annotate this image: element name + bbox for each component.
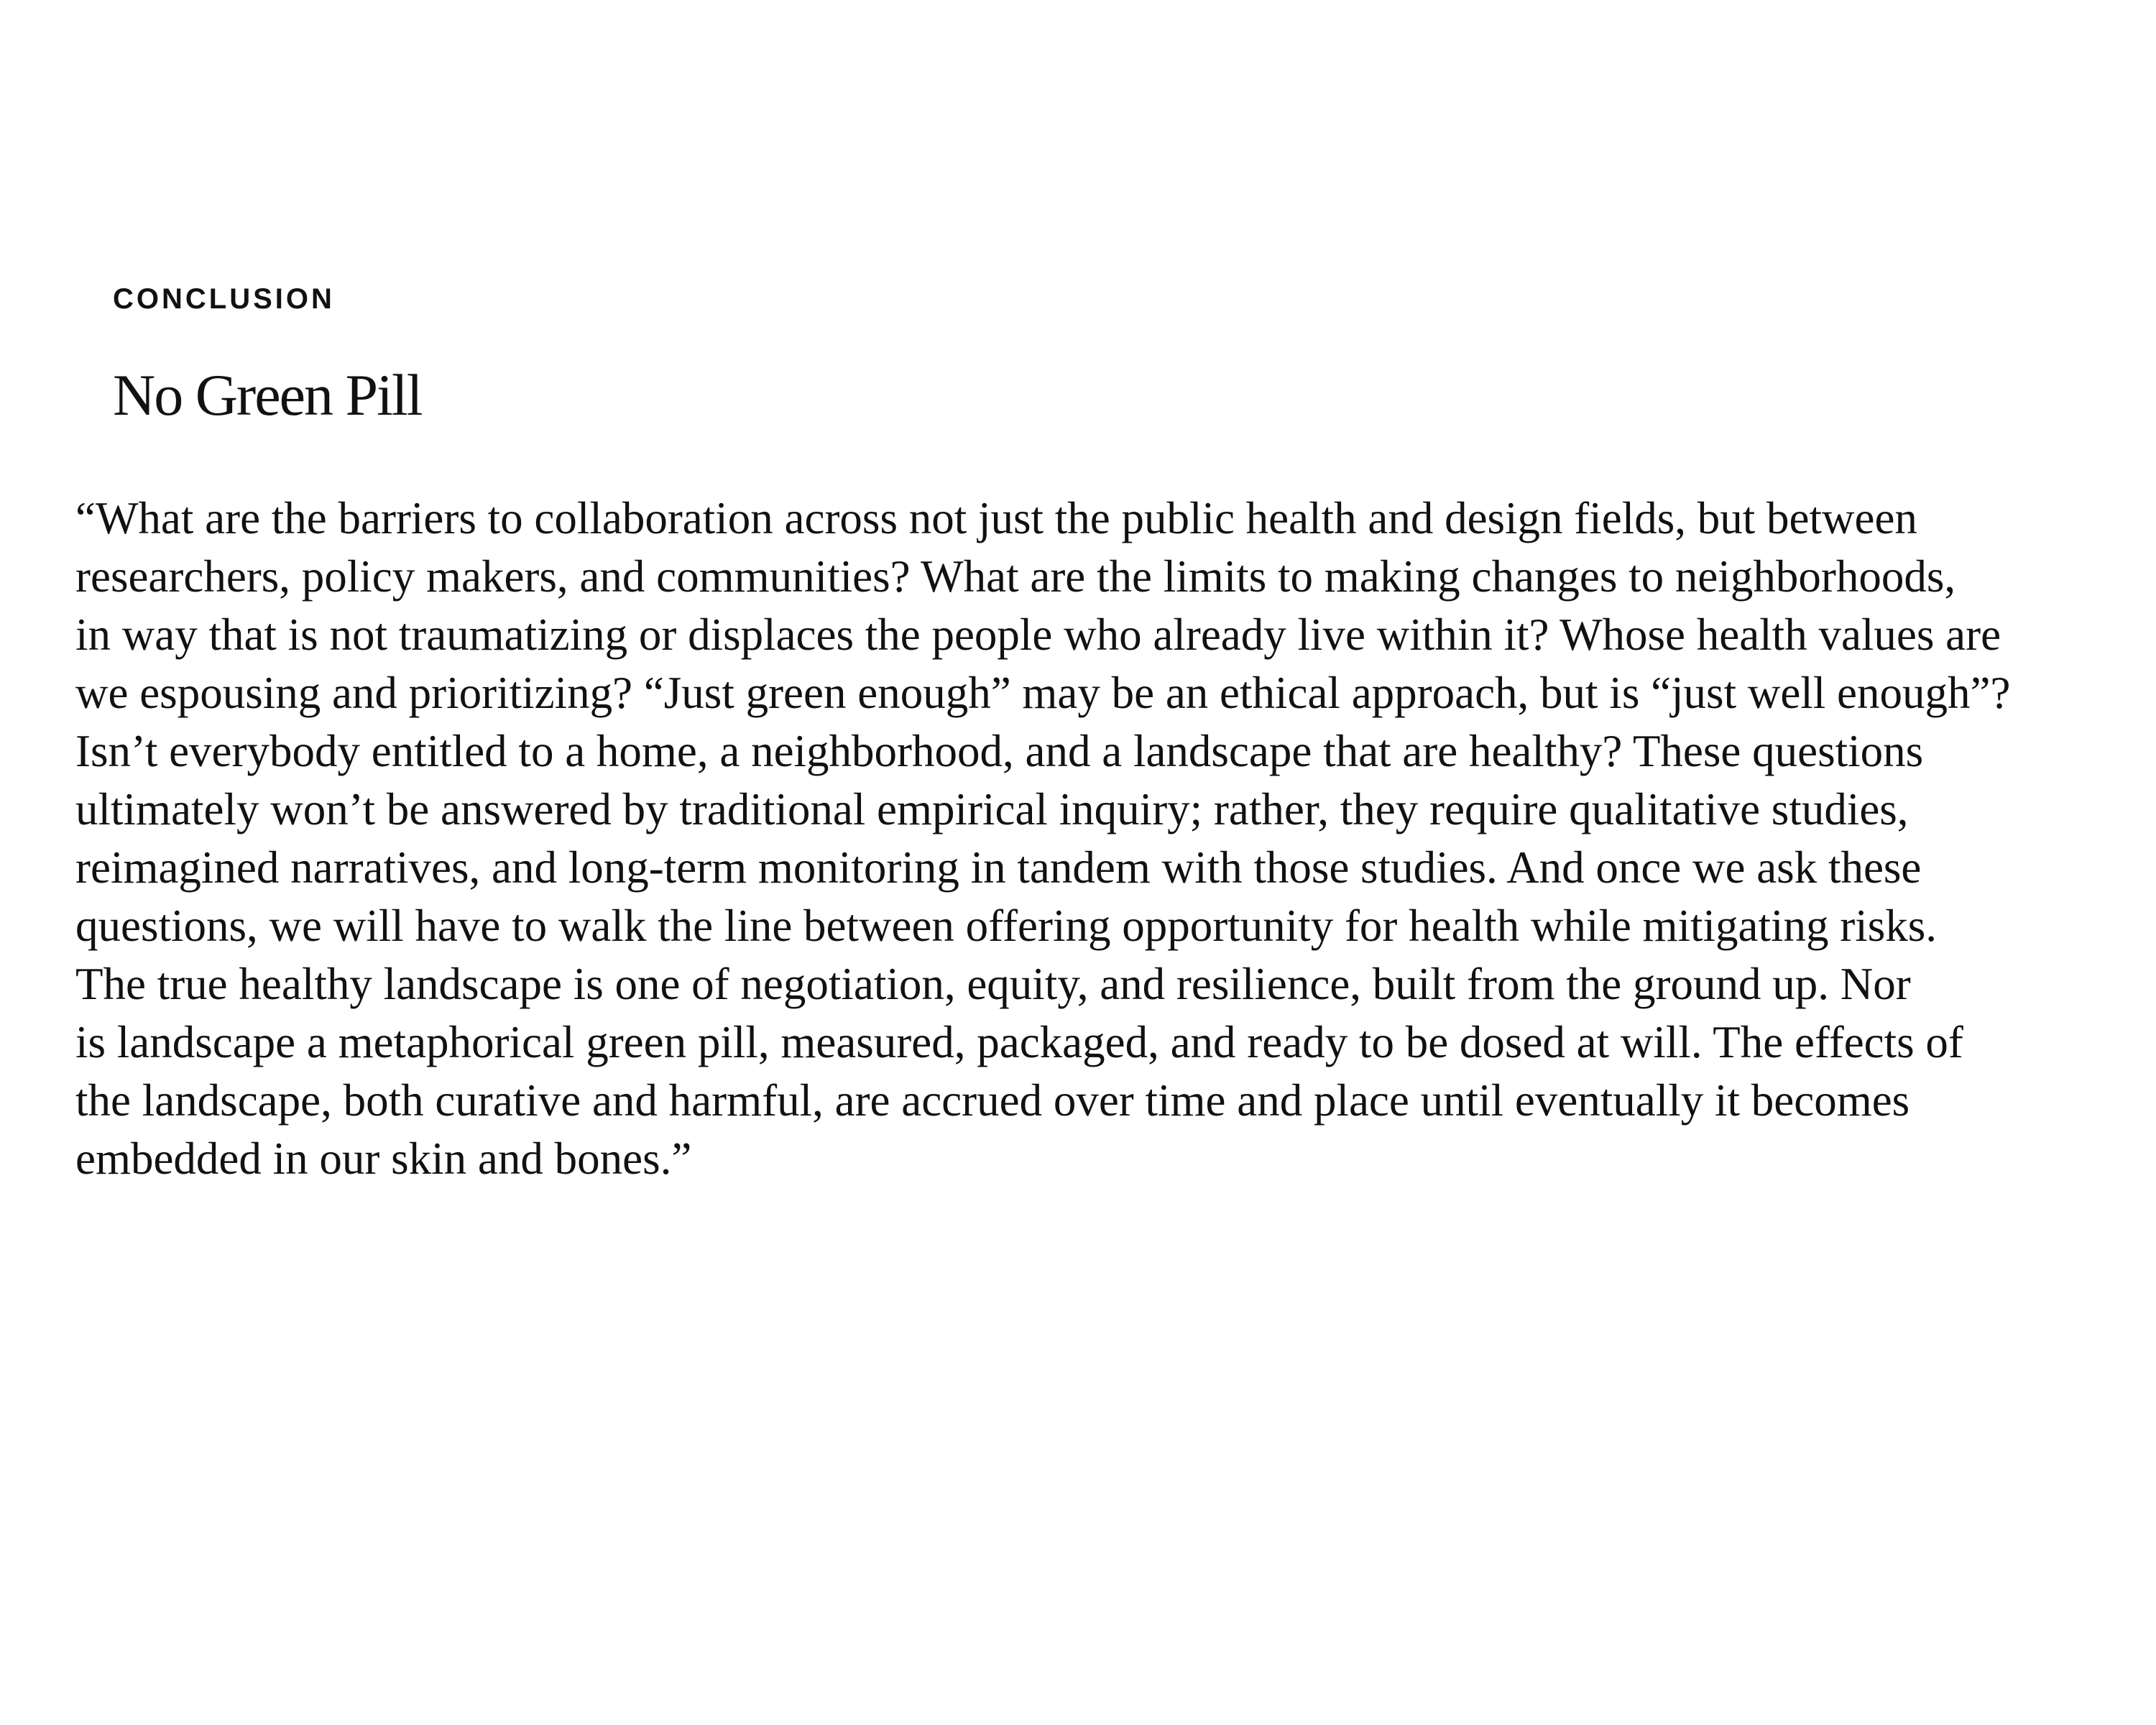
- quote-line: in way that is not traumatizing or displaces the people who already live within it? Whose health values are: [75, 610, 2001, 660]
- quote-line: “What are the barriers to collaboration across not just the public health and design fields, but between: [75, 493, 1917, 543]
- quote-line: embedded in our skin and bones.”: [75, 1133, 692, 1184]
- quote-line: The true healthy landscape is one of negotiation, equity, and resilience, built from the ground up. Nor: [75, 959, 1911, 1009]
- page-title: No Green Pill: [113, 362, 422, 428]
- quote-line: we espousing and prioritizing? “Just green enough” may be an ethical approach, but is “just well enough”?: [75, 668, 2011, 718]
- quote-line: researchers, policy makers, and communities? What are the limits to making changes to neighborhoods,: [75, 551, 1956, 602]
- quote-paragraph: [75, 489, 2145, 1188]
- section-eyebrow: CONCLUSION: [113, 283, 335, 315]
- quote-line: reimagined narratives, and long-term monitoring in tandem with those studies. And once we ask these: [75, 842, 1922, 893]
- quote-line: questions, we will have to walk the line between offering opportunity for health while mitigating risks.: [75, 901, 1938, 951]
- quote-line: Isn’t everybody entitled to a home, a neighborhood, and a landscape that are healthy? These questions: [75, 726, 1924, 776]
- quote-line: is landscape a metaphorical green pill, measured, packaged, and ready to be dosed at will. The effects of: [75, 1017, 1963, 1067]
- quote-line: the landscape, both curative and harmful, are accrued over time and place until eventually it becomes: [75, 1075, 1910, 1126]
- quote-line: ultimately won’t be answered by traditional empirical inquiry; rather, they require qualitative studies,: [75, 784, 1909, 834]
